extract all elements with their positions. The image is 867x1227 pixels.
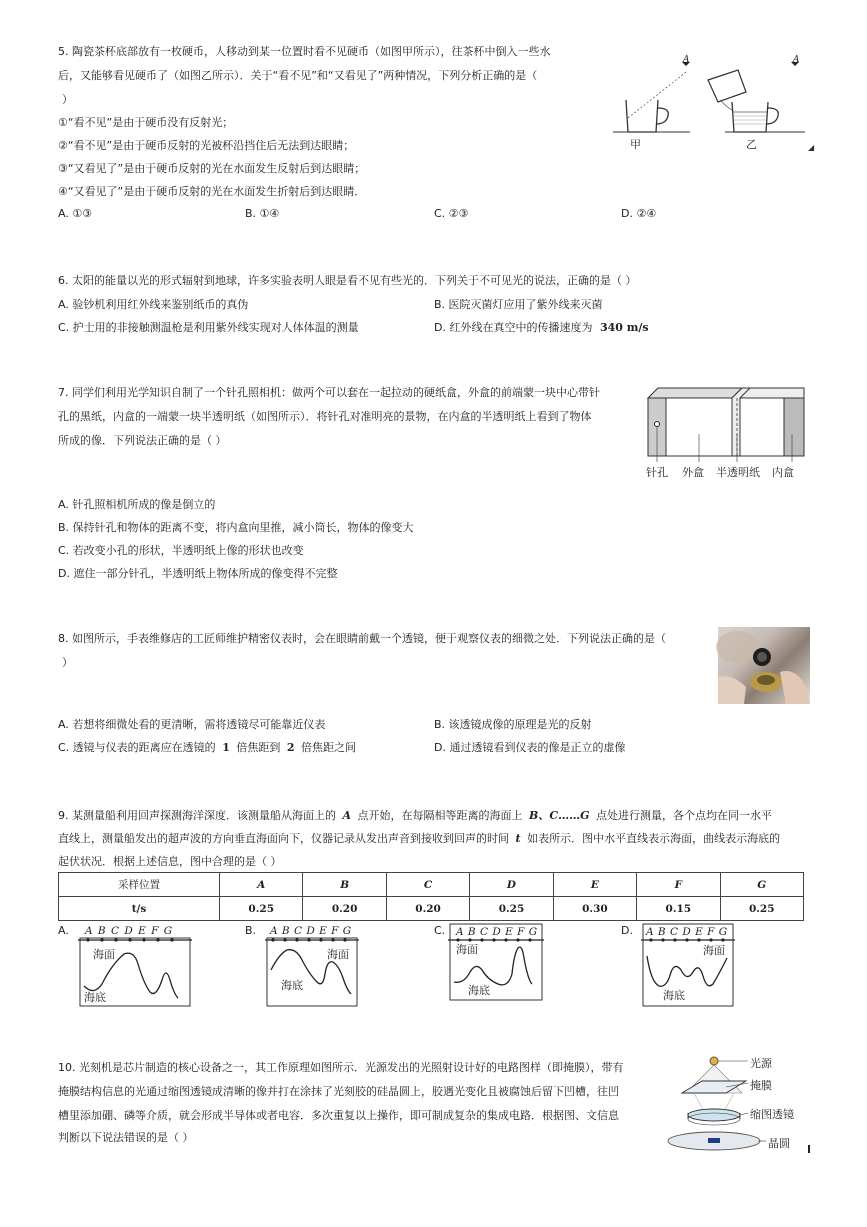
- table-cell: 0.20: [386, 897, 469, 921]
- q10-label-lens: 缩图透镜: [750, 1108, 794, 1121]
- q9-option-a-label: A.: [58, 924, 69, 937]
- q5-stem-line2: 后，又能够看见硬币了（如图乙所示）．关于“看不见”和“又看见了”两种情况，下列分析正确的是（: [58, 69, 538, 82]
- q6-option-a[interactable]: A. 验钞机利用红外线来鉴别纸币的真伪: [58, 298, 249, 311]
- q7-stem-line1: 7. 同学们利用光学知识自制了一个针孔照相机：做两个可以套在一起拉动的硬纸盒，外盒的前端蒙一块中心带针: [58, 386, 600, 399]
- q5-statement-1: ①“看不见”是由于硬币没有反射光；: [58, 116, 234, 129]
- q9-option-a[interactable]: [58, 924, 208, 1010]
- q7-pinhole-camera-figure: [644, 384, 812, 484]
- q8-option-c[interactable]: [58, 741, 356, 755]
- q8-stem-line1: 8. 如图所示，手表维修店的工匠师维护精密仪表时，会在眼睛前戴一个透镜，便于观察仪表的细微之处．下列说法正确的是（: [58, 632, 666, 645]
- q8-option-a[interactable]: A. 若想将细微处看的更清晰，需将透镜尽可能靠近仪表: [58, 718, 326, 731]
- q8-option-c-mid: 倍焦距到: [236, 741, 281, 754]
- q7-stem-line3: 所成的像．下列说法正确的是（ ）: [58, 434, 227, 447]
- q9-stem-part-c: 点开始，在每隔相等距离的海面上: [357, 809, 523, 822]
- q8-stem-line2: ）: [62, 656, 73, 669]
- q9-stem2-part-c: 如表所示．图中水平直线表示海面，曲线表示海底的: [527, 832, 781, 845]
- q9-stem-point-a: A: [342, 809, 352, 822]
- q8-watchmaker-photo: [718, 627, 810, 704]
- q5-stem-line3: ）: [62, 93, 73, 106]
- q5-option-d[interactable]: D. ②④: [621, 207, 657, 220]
- q8-option-b[interactable]: B. 该透镜成像的原理是光的反射: [434, 718, 592, 731]
- q6-option-c[interactable]: C. 护士用的非接触测温枪是利用紫外线实现对人体体温的测量: [58, 321, 359, 334]
- q5-statement-3: ③“又看见了”是由于硬币反射的光在水面发生反射后到达眼睛；: [58, 162, 366, 175]
- table-row: [59, 873, 804, 897]
- q9-data-table: [58, 872, 804, 921]
- q9-stem-line1: [58, 809, 772, 823]
- table-cell: C: [386, 873, 469, 897]
- q10-label-light-source: 光源: [750, 1057, 772, 1070]
- table-row: [59, 897, 804, 921]
- q9-option-c-letters: A B C D E F G: [456, 926, 538, 938]
- q9-option-d-letters: A B C D E F G: [646, 926, 728, 938]
- q9-option-d-floor: 海底: [663, 989, 685, 1002]
- q9-option-c-sea: 海面: [456, 943, 478, 956]
- table-cell: 0.30: [553, 897, 636, 921]
- q6-option-d[interactable]: [434, 321, 649, 335]
- q6-option-b[interactable]: B. 医院灭菌灯应用了紫外线来灭菌: [434, 298, 603, 311]
- q9-option-d-label: D.: [621, 924, 633, 937]
- q5-eye-label-1: A: [683, 55, 690, 65]
- table-cell: 0.15: [637, 897, 720, 921]
- q5-option-c[interactable]: C. ②③: [434, 207, 469, 220]
- q9-stem-line2: [58, 832, 780, 846]
- q6-stem-line1: 6. 太阳的能量以光的形式辐射到地球，许多实验表明人眼是看不见有些光的．下列关于不可见光的说法，正确的是（ ）: [58, 274, 637, 287]
- q9-stem-points: B、C……G: [529, 809, 590, 822]
- q10-stem-line3: 槽里添加硼、磷等介质，就会形成半导体或者电容．多次重复以上操作，即可制成复杂的集成电路．根据图、文信息: [58, 1109, 619, 1122]
- q7-label-inner-box: 内盒: [772, 466, 794, 479]
- q9-option-b-label: B.: [245, 924, 257, 937]
- table-cell: E: [553, 873, 636, 897]
- q5-statement-4: ④“又看见了”是由于硬币反射的光在水面发生折射后到达眼睛．: [58, 185, 366, 198]
- table-cell: B: [303, 873, 386, 897]
- q6-option-d-text: D. 红外线在真空中的传播速度为: [434, 321, 593, 334]
- table-cell: 0.25: [220, 897, 303, 921]
- q9-stem-line3: 起伏状况．根据上述信息，图中合理的是（ ）: [58, 855, 282, 868]
- q9-option-a-floor: 海底: [84, 991, 106, 1004]
- q7-option-d[interactable]: D. 遮住一部分针孔，半透明纸上物体所成的像变得不完整: [58, 567, 338, 580]
- q9-option-c-label: C.: [434, 924, 446, 937]
- q7-option-c[interactable]: C. 若改变小孔的形状，半透明纸上像的形状也改变: [58, 544, 304, 557]
- table-header-cell: t/s: [59, 897, 220, 921]
- q9-option-b-sea: 海面: [327, 948, 349, 961]
- q7-option-b[interactable]: B. 保持针孔和物体的距离不变，将内盒向里推，减小筒长，物体的像变大: [58, 521, 414, 534]
- q7-stem-line2: 孔的黑纸，内盒的一端蒙一块半透明纸（如图所示）．将针孔对准明亮的景物，在内盒的半透明纸上看到了物体: [58, 410, 592, 423]
- q5-statement-2: ②“看不见”是由于硬币反射的光被杯沿挡住后无法到达眼睛；: [58, 139, 355, 152]
- q9-stem2-part-a: 直线上，测量船发出的超声波的方向垂直海面向下，仪器记录从发出声音到接收到回声的时间: [58, 832, 509, 845]
- q5-stem-line1: 5. 陶瓷茶杯底部放有一枚硬币，人移动到某一位置时看不见硬币（如图甲所示），往茶杯中倒入一些水: [58, 45, 551, 58]
- q7-label-outer-box: 外盒: [682, 466, 704, 479]
- table-header-cell: 采样位置: [59, 873, 220, 897]
- q9-option-b-letters: A B C D E F G: [270, 925, 352, 937]
- q9-option-c-floor: 海底: [468, 984, 490, 997]
- q9-stem-part-a: 9. 某测量船利用回声探测海洋深度．该测量船从海面上的: [58, 809, 336, 822]
- table-cell: A: [220, 873, 303, 897]
- q7-label-screen: 半透明纸: [716, 466, 760, 479]
- q9-stem2-t: t: [515, 832, 521, 845]
- q8-option-d[interactable]: D. 通过透镜看到仪表的像是正立的虚像: [434, 741, 626, 754]
- table-cell: G: [720, 873, 803, 897]
- q8-option-c-pre: C. 透镜与仪表的距离应在透镜的: [58, 741, 216, 754]
- q9-option-a-sea: 海面: [93, 948, 115, 961]
- q8-option-c-n1: 1: [222, 741, 230, 754]
- q10-label-wafer: 晶圆: [768, 1137, 790, 1150]
- q9-option-b[interactable]: [245, 924, 395, 1010]
- q9-option-d[interactable]: [621, 924, 771, 1010]
- q9-option-d-sea: 海面: [703, 944, 725, 957]
- q10-lithography-figure: [662, 1053, 812, 1155]
- q10-stem-line1: 10. 光刻机是芯片制造的核心设备之一，其工作原理如图所示．光源发出的光照射设计好的电路图样（即掩膜），带有: [58, 1061, 624, 1074]
- q9-option-c[interactable]: [434, 924, 584, 1010]
- q10-stem-line2: 掩膜结构信息的光通过缩图透镜成清晰的像并打在涂抹了光刻胶的硅晶圆上，胶遇光变化且被腐蚀后留下凹槽，往凹: [58, 1085, 619, 1098]
- q10-label-mask: 掩膜: [750, 1079, 772, 1092]
- table-cell: D: [470, 873, 553, 897]
- q7-label-pinhole: 针孔: [646, 466, 668, 479]
- table-cell: F: [637, 873, 720, 897]
- q5-option-a[interactable]: A. ①③: [58, 207, 93, 220]
- q5-option-b[interactable]: B. ①④: [245, 207, 280, 220]
- table-cell: 0.25: [720, 897, 803, 921]
- q5-figure-label-yi: 乙: [746, 138, 757, 151]
- q5-cup-figure: [608, 52, 813, 152]
- q5-figure-label-jia: 甲: [630, 138, 641, 151]
- q9-option-b-floor: 海底: [281, 979, 303, 992]
- q6-option-d-value: 340 m/s: [599, 321, 649, 334]
- q5-eye-label-2: A: [793, 55, 800, 65]
- q8-option-c-post: 倍焦距之间: [301, 741, 356, 754]
- svg-text:◢: ◢: [808, 143, 815, 152]
- table-cell: 0.20: [303, 897, 386, 921]
- table-cell: 0.25: [470, 897, 553, 921]
- q9-stem-part-e: 点处进行测量，各个点均在同一水平: [596, 809, 772, 822]
- q8-option-c-n2: 2: [286, 741, 295, 754]
- q9-option-a-letters: A B C D E F G: [85, 925, 174, 937]
- q10-stem-line4: 判断以下说法错误的是（ ）: [58, 1131, 194, 1144]
- q7-option-a[interactable]: A. 针孔照相机所成的像是倒立的: [58, 498, 216, 511]
